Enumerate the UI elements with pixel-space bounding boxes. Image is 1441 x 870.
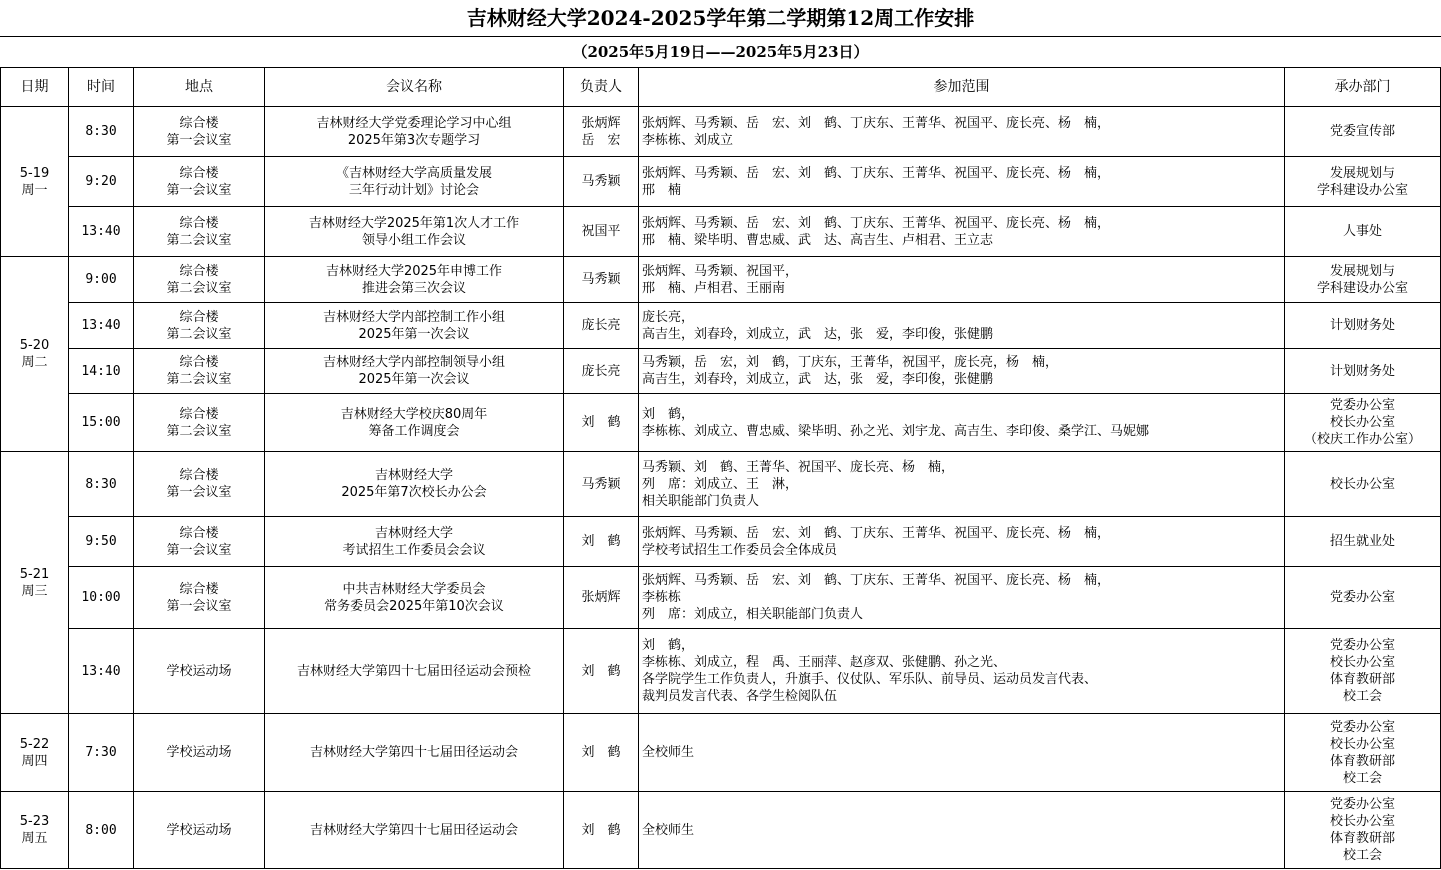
place-cell: 综合楼 第二会议室 (134, 207, 265, 257)
table-row (1, 394, 1441, 452)
date-range-subtitle: （2025年5月19日——2025年5月23日） (572, 43, 869, 61)
place-cell: 综合楼 第二会议室 (134, 257, 265, 303)
attendees-cell: 张炳辉、马秀颖、祝国平， 邢 楠、卢相君、王丽南 (639, 257, 1285, 303)
table-row (1, 517, 1441, 567)
time-cell: 7:30 (69, 714, 134, 792)
table-row (1, 157, 1441, 207)
table-row (1, 303, 1441, 349)
header-date: 日期 (1, 68, 69, 107)
time-cell: 15:00 (69, 394, 134, 452)
leader-cell: 庞长亮 (564, 349, 639, 394)
meeting-cell: 吉林财经大学第四十七届田径运动会 (265, 792, 564, 869)
dept-cell: 党委办公室 校长办公室 体育教研部 校工会 (1285, 629, 1441, 714)
dept-cell: 发展规划与 学科建设办公室 (1285, 257, 1441, 303)
attendees-cell: 张炳辉、马秀颖、岳 宏、刘 鹤、丁庆东、王菁华、祝国平、庞长亮、杨 楠， 李栋栋 列 席：刘成立，相关职能部门负责人 (639, 567, 1285, 629)
leader-cell: 刘 鹤 (564, 792, 639, 869)
meeting-cell: 吉林财经大学内部控制工作小组 2025年第一次会议 (265, 303, 564, 349)
leader-cell: 张炳辉 (564, 567, 639, 629)
day-cell: 5-22 周四 (1, 714, 69, 792)
place-cell: 综合楼 第二会议室 (134, 349, 265, 394)
dept-cell: 计划财务处 (1285, 303, 1441, 349)
meeting-cell: 吉林财经大学 2025年第7次校长办公会 (265, 452, 564, 517)
dept-cell: 党委办公室 校长办公室 体育教研部 校工会 (1285, 714, 1441, 792)
time-cell: 9:20 (69, 157, 134, 207)
meeting-cell: 吉林财经大学第四十七届田径运动会 (265, 714, 564, 792)
dept-cell: 发展规划与 学科建设办公室 (1285, 157, 1441, 207)
leader-cell: 马秀颖 (564, 257, 639, 303)
leader-cell: 庞长亮 (564, 303, 639, 349)
attendees-cell: 张炳辉、马秀颖、岳 宏、刘 鹤、丁庆东、王菁华、祝国平、庞长亮、杨 楠， 邢 楠、梁毕明、曹忠威、武 达、高吉生、卢相君、王立志 (639, 207, 1285, 257)
meeting-cell: 吉林财经大学校庆80周年 筹备工作调度会 (265, 394, 564, 452)
header-row (1, 68, 1441, 107)
dept-cell: 招生就业处 (1285, 517, 1441, 567)
meeting-cell: 吉林财经大学2025年第1次人才工作 领导小组工作会议 (265, 207, 564, 257)
header-leader: 负责人 (564, 68, 639, 107)
meeting-cell: 吉林财经大学党委理论学习中心组 2025年第3次专题学习 (265, 107, 564, 157)
attendees-cell: 庞长亮， 高吉生，刘春玲，刘成立，武 达，张 爱，李印俊，张健鹏 (639, 303, 1285, 349)
table-row (1, 207, 1441, 257)
document-title: 吉林财经大学2024-2025学年第二学期第12周工作安排 (0, 0, 1441, 37)
dept-cell: 党委办公室 校长办公室 体育教研部 校工会 (1285, 792, 1441, 869)
dept-cell: 计划财务处 (1285, 349, 1441, 394)
meeting-cell: 吉林财经大学内部控制领导小组 2025年第一次会议 (265, 349, 564, 394)
leader-cell: 张炳辉 岳 宏 (564, 107, 639, 157)
time-cell: 9:00 (69, 257, 134, 303)
time-cell: 8:30 (69, 452, 134, 517)
day-cell: 5-23 周五 (1, 792, 69, 869)
time-cell: 8:00 (69, 792, 134, 869)
time-cell: 10:00 (69, 567, 134, 629)
table-row (1, 567, 1441, 629)
attendees-cell: 刘 鹤， 李栋栋、刘成立，程 禹、王丽萍、赵彦双、张健鹏、孙之光、 各学院学生工作负责人，升旗手、仪仗队、军乐队、前导员、运动员发言代表、 裁判员发言代表、各学生检阅队伍 (639, 629, 1285, 714)
time-cell: 13:40 (69, 207, 134, 257)
attendees-cell: 马秀颖、刘 鹤、王菁华、祝国平、庞长亮、杨 楠， 列 席：刘成立、王 淋， 相关职能部门负责人 (639, 452, 1285, 517)
place-cell: 综合楼 第一会议室 (134, 157, 265, 207)
dept-cell: 校长办公室 (1285, 452, 1441, 517)
table-row (1, 792, 1441, 869)
meeting-cell: 《吉林财经大学高质量发展 三年行动计划》讨论会 (265, 157, 564, 207)
leader-cell: 刘 鹤 (564, 394, 639, 452)
time-cell: 14:10 (69, 349, 134, 394)
leader-cell: 马秀颖 (564, 157, 639, 207)
leader-cell: 刘 鹤 (564, 517, 639, 567)
place-cell: 综合楼 第一会议室 (134, 567, 265, 629)
time-cell: 13:40 (69, 303, 134, 349)
table-row (1, 452, 1441, 517)
header-attendees: 参加范围 (639, 68, 1285, 107)
day-cell: 5-20 周二 (1, 257, 69, 452)
meeting-cell: 中共吉林财经大学委员会 常务委员会2025年第10次会议 (265, 567, 564, 629)
table-row (1, 714, 1441, 792)
attendees-cell: 马秀颖，岳 宏，刘 鹤，丁庆东，王菁华，祝国平，庞长亮，杨 楠， 高吉生，刘春玲，刘成立，武 达，张 爱，李印俊，张健鹏 (639, 349, 1285, 394)
table-row (1, 629, 1441, 714)
attendees-cell: 张炳辉、马秀颖、岳 宏、刘 鹤、丁庆东、王菁华、祝国平、庞长亮、杨 楠， 李栋栋、刘成立 (639, 107, 1285, 157)
dept-cell: 党委办公室 校长办公室 （校庆工作办公室） (1285, 394, 1441, 452)
header-time: 时间 (69, 68, 134, 107)
table-row (1, 349, 1441, 394)
place-cell: 综合楼 第一会议室 (134, 452, 265, 517)
attendees-cell: 全校师生 (639, 792, 1285, 869)
attendees-cell: 张炳辉、马秀颖、岳 宏、刘 鹤、丁庆东、王菁华、祝国平、庞长亮、杨 楠， 邢 楠 (639, 157, 1285, 207)
header-dept: 承办部门 (1285, 68, 1441, 107)
table-row (1, 257, 1441, 303)
header-meeting: 会议名称 (265, 68, 564, 107)
attendees-cell: 张炳辉、马秀颖、岳 宏、刘 鹤、丁庆东、王菁华、祝国平、庞长亮、杨 楠， 学校考试招生工作委员会全体成员 (639, 517, 1285, 567)
day-cell: 5-19 周一 (1, 107, 69, 257)
meeting-cell: 吉林财经大学2025年申博工作 推进会第三次会议 (265, 257, 564, 303)
place-cell: 学校运动场 (134, 629, 265, 714)
dept-cell: 党委办公室 (1285, 567, 1441, 629)
dept-cell: 党委宣传部 (1285, 107, 1441, 157)
attendees-cell: 刘 鹤， 李栋栋、刘成立、曹忠威、梁毕明、孙之光、刘宇龙、高吉生、李印俊、桑学江、马妮娜 (639, 394, 1285, 452)
place-cell: 综合楼 第二会议室 (134, 303, 265, 349)
leader-cell: 祝国平 (564, 207, 639, 257)
attendees-cell: 全校师生 (639, 714, 1285, 792)
place-cell: 综合楼 第一会议室 (134, 517, 265, 567)
table-row (1, 107, 1441, 157)
place-cell: 综合楼 第二会议室 (134, 394, 265, 452)
time-cell: 9:50 (69, 517, 134, 567)
dept-cell: 人事处 (1285, 207, 1441, 257)
leader-cell: 马秀颖 (564, 452, 639, 517)
header-place: 地点 (134, 68, 265, 107)
time-cell: 13:40 (69, 629, 134, 714)
place-cell: 学校运动场 (134, 792, 265, 869)
place-cell: 学校运动场 (134, 714, 265, 792)
time-cell: 8:30 (69, 107, 134, 157)
leader-cell: 刘 鹤 (564, 629, 639, 714)
meeting-cell: 吉林财经大学第四十七届田径运动会预检 (265, 629, 564, 714)
day-cell: 5-21 周三 (1, 452, 69, 714)
meeting-cell: 吉林财经大学 考试招生工作委员会会议 (265, 517, 564, 567)
schedule-table (0, 67, 1441, 869)
leader-cell: 刘 鹤 (564, 714, 639, 792)
place-cell: 综合楼 第一会议室 (134, 107, 265, 157)
